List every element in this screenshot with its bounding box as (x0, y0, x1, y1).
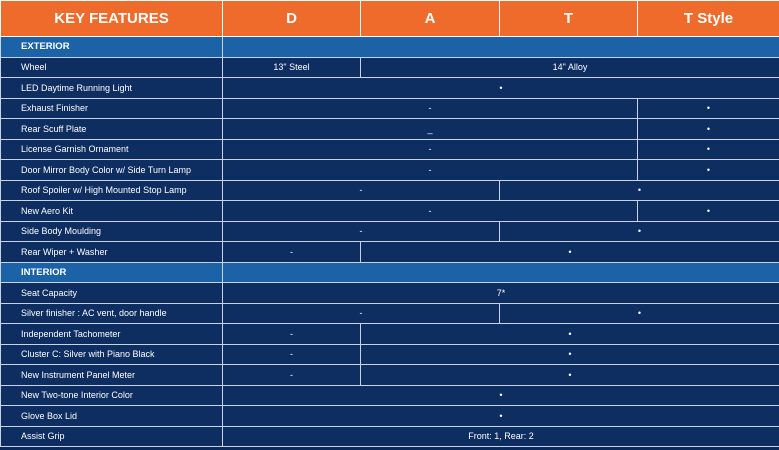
feature-label: License Garnish Ornament (1, 139, 223, 160)
feature-label: Side Body Moulding (1, 221, 223, 242)
feature-value: • (223, 78, 779, 99)
section-title: EXTERIOR (1, 37, 223, 58)
feature-value: • (500, 303, 779, 324)
feature-value: • (361, 344, 779, 365)
feature-label: Roof Spoiler w/ High Mounted Stop Lamp (1, 180, 223, 201)
feature-value: • (638, 139, 779, 160)
feature-value: • (361, 365, 779, 386)
section-filler (223, 37, 779, 58)
feature-value: • (500, 180, 779, 201)
feature-label: Cluster C: Silver with Piano Black (1, 344, 223, 365)
header-key-features: KEY FEATURES (1, 1, 223, 37)
feature-label: Independent Tachometer (1, 324, 223, 345)
section-interior (1, 262, 779, 283)
table-row (1, 98, 779, 119)
table-row (1, 344, 779, 365)
feature-value: • (638, 119, 779, 140)
feature-label: Assist Grip (1, 426, 223, 447)
feature-value: - (223, 242, 361, 263)
table-row (1, 201, 779, 222)
feature-value: - (223, 160, 638, 181)
table-row (1, 78, 779, 99)
table-row (1, 139, 779, 160)
table-row (1, 324, 779, 345)
feature-label: New Aero Kit (1, 201, 223, 222)
table-row (1, 406, 779, 427)
feature-label: Glove Box Lid (1, 406, 223, 427)
feature-value: • (638, 98, 779, 119)
table-row (1, 221, 779, 242)
table-row (1, 119, 779, 140)
feature-value: - (223, 201, 638, 222)
header-t-style: T Style (638, 1, 779, 37)
header-a: A (361, 1, 500, 37)
table-row (1, 426, 779, 447)
table-row (1, 180, 779, 201)
feature-value: • (500, 221, 779, 242)
feature-label: Door Mirror Body Color w/ Side Turn Lamp (1, 160, 223, 181)
feature-value: • (638, 201, 779, 222)
table-row (1, 160, 779, 181)
table-row (1, 365, 779, 386)
feature-label: New Two-tone Interior Color (1, 385, 223, 406)
feature-value: - (223, 98, 638, 119)
table-row (1, 303, 779, 324)
feature-value: - (223, 180, 500, 201)
feature-value: - (223, 344, 361, 365)
header-t: T (500, 1, 638, 37)
feature-value: Front: 1, Rear: 2 (223, 426, 779, 447)
feature-value: • (223, 406, 779, 427)
feature-label: Seat Capacity (1, 283, 223, 304)
feature-value: • (638, 160, 779, 181)
table-row (1, 385, 779, 406)
feature-value: - (223, 139, 638, 160)
table-row (1, 242, 779, 263)
feature-value: - (223, 303, 500, 324)
feature-label: Exhaust Finisher (1, 98, 223, 119)
header-d: D (223, 1, 361, 37)
feature-value: - (223, 221, 500, 242)
section-exterior (1, 37, 779, 58)
feature-label: New Instrument Panel Meter (1, 365, 223, 386)
feature-value: 14" Alloy (361, 57, 779, 78)
feature-value: • (361, 324, 779, 345)
section-title: INTERIOR (1, 262, 223, 283)
feature-label: Rear Scuff Plate (1, 119, 223, 140)
section-filler (223, 262, 779, 283)
feature-label: LED Daytime Running Light (1, 78, 223, 99)
table-row (1, 283, 779, 304)
feature-value: 13" Steel (223, 57, 361, 78)
feature-value: - (223, 324, 361, 345)
feature-label: Rear Wiper + Washer (1, 242, 223, 263)
feature-value: 7* (223, 283, 779, 304)
table-row (1, 57, 779, 78)
feature-value: • (223, 385, 779, 406)
feature-value: - (223, 365, 361, 386)
feature-value: _ (223, 119, 638, 140)
feature-label: Wheel (1, 57, 223, 78)
feature-label: Silver finisher : AC vent, door handle (1, 303, 223, 324)
header-row (1, 1, 779, 37)
feature-value: • (361, 242, 779, 263)
